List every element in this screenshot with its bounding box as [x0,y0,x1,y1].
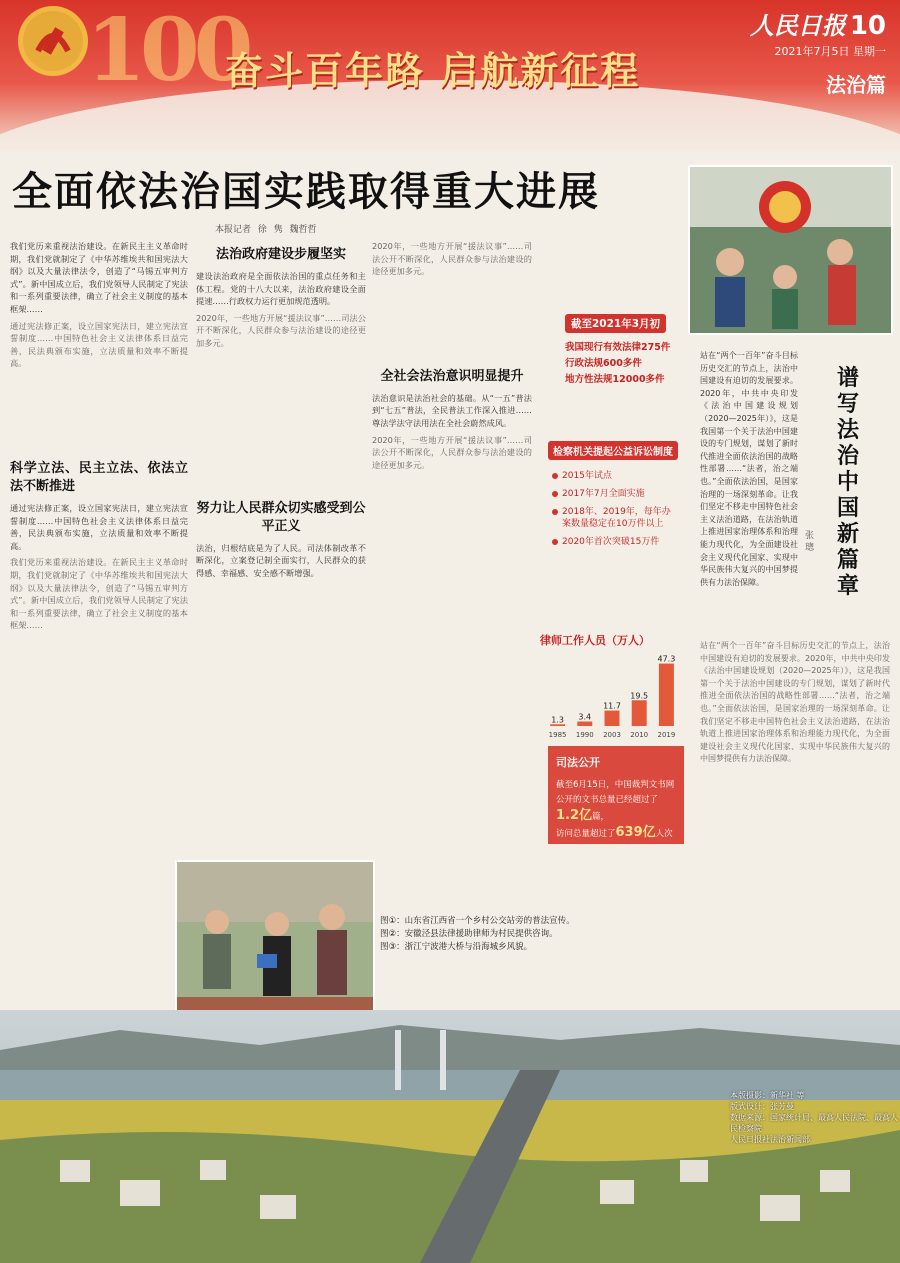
photo-caption [380,915,710,954]
page-number: 10 [849,11,886,41]
legal-awareness-text: 法治意识是法治社会的基础。从“一五”普法到“七五”普法，全民普法工作深入推进……尊法学法守法用法在全社会蔚然成风。 [372,392,532,428]
chart-tick-label: 2003 [603,731,621,739]
byline: 本报记者 徐 隽 魏哲哲 [215,225,317,235]
center-lead-text: 2020年，一些地方开展“援法议事”……司法公开不断深化，人民群众参与法治建设的途径更加多元。 [372,241,532,277]
lawyers-bar-chart [540,632,680,742]
commentary-paragraph: 站在“两个一百年”奋斗目标历史交汇的节点上，法治中国建设有迫切的发展要求。2020年，中共中央印发《法治中国建设规划（2020—2025年）》，这是我国第一个关于法治中国建设的专门规划，谋划了新时代推进全面依法治国的战略性部署……“法者，治之端也。”全面依法治国，是国家治理的一场深刻革命。让我们坚定不移走中国特色社会主义法治道路，在法治轨道上推进国家治理体系和治理能力现代化，为全面建设社会主义现代化国家、实现中华民族伟大复兴的中国梦提供有力法治保障。 [700,351,798,587]
judicial-line-1: 截至6月15日，中国裁判文书网 [556,780,675,790]
judicial-openness-box [548,746,684,844]
judicial-line-2 [556,793,676,825]
law-count-statbox [565,312,673,392]
center-column [372,240,532,900]
commentary-author: 张璁 [805,531,815,553]
caption-line: 图②：安徽泾县法律援助律师为村民提供咨询。 [380,929,558,939]
chart-title: 律师工作人员（万人） [540,634,650,647]
chart-bar-1985 [550,724,565,726]
judicial-visits-count: 639亿 [615,825,656,840]
page-credits [730,1090,900,1145]
public-interest-timeline [548,440,678,554]
chart-bar-1990 [577,722,592,726]
chart-data-label: 11.7 [603,701,621,711]
chart-bar-2003 [605,711,620,726]
chart-bar-2019 [659,664,674,726]
intro-paragraph-continued: 通过宪法修正案，设立国家宪法日，建立宪法宣誓制度……中国特色社会主义法律体系日益完善，民法典颁布实施，立法质量和效率不断提高。 [10,320,188,369]
judicial-line3-pre: 访问总量超过了 [556,829,616,839]
statbox-row-regulations: 行政法规600多件 [565,358,642,369]
fairness-text: 法治，归根结底是为了人民。司法体制改革不断深化，立案登记制全面实行，人民群众的获得感、幸福感、安全感不断增强。 [196,542,366,578]
page-headline: 全面依法治国实践取得重大进展 [12,169,600,215]
statbox-row-local-regulations: 地方性法规12000多件 [565,374,665,385]
credit-line: 本版摄影：新华社 等 [730,1091,805,1100]
judicial-line2-post: 篇， [592,812,610,822]
party-emblem-icon [18,6,88,76]
legislation-text: 通过宪法修正案，设立国家宪法日，建立宪法宣誓制度……中国特色社会主义法律体系日益完善，民法典颁布实施，立法质量和效率不断提高。 [10,502,188,551]
timeline-item: 2018年、2019年，每年办案数量稳定在10万件以上 [552,506,678,530]
banner-slogan: 奋斗百年路 启航新征程 [225,49,641,93]
legislation-text-continued: 我们党历来重视法治建设。在新民主主义革命时期，我们党就制定了《中华苏维埃共和国宪法大纲》以及大量法律法令，创造了“马锡五审判方式”。新中国成立后，我们党领导人民制定了宪法和一系列重要法律，确立了社会主义制度的基本框架…… [10,557,188,631]
commentary-text-lower [700,640,890,1020]
law-govt-text: 建设法治政府是全面依法治国的重点任务和主体工程。党的十八大以来，法治政府建设全面提速……行政权力运行更加规范透明。 [196,271,366,307]
header-banner [0,0,900,150]
section-title-fairness: 努力让人民群众切实感受到公平正义 [196,500,366,534]
section-title-legal-awareness: 全社会法治意识明显提升 [380,368,524,384]
section-title-law-govt: 法治政府建设步履坚实 [215,247,346,262]
timeline-item: 2020年首次突破15万件 [552,536,678,548]
judicial-line3-post: 人次 [655,829,673,839]
commentary-paragraph-continued: 站在“两个一百年”奋斗目标历史交汇的节点上，法治中国建设有迫切的发展要求。2020年，中共中央印发《法治中国建设规划（2020—2025年）》，这是我国第一个关于法治中国建设的专门规划，谋划了新时代推进全面依法治国的战略性部署……“法者，治之端也。”全面依法治国，是国家治理的一场深刻革命。让我们坚定不移走中国特色社会主义法治道路，在法治轨道上推进国家治理体系和治理能力现代化，为全面建设社会主义现代化国家、实现中华民族伟大复兴的中国梦提供有力法治保障。 [700,641,890,764]
chart-tick-label: 1985 [548,731,567,739]
photo-legal-aid-villagers [175,860,375,1025]
credit-line: 版式设计：张芳曼 [730,1102,794,1111]
chart-data-label: 19.5 [630,691,649,701]
chart-data-label: 47.3 [657,654,676,664]
photo-children-emblem [688,165,893,335]
credit-line: 数据来源：国家统计局、最高人民法院、最高人民检察院 [730,1113,898,1133]
intro-paragraph: 我们党历来重视法治建设。在新民主主义革命时期，我们党就制定了《中华苏维埃共和国宪法大纲》以及大量法律法令，创造了“马锡五审判方式”。新中国成立后，我们党领导人民制定了宪法和一系列重要法律，确立了社会主义制度的基本框架…… [10,241,188,314]
judicial-docs-count: 1.2亿 [556,808,593,823]
timeline-item: 2015年试点 [552,470,678,482]
caption-line: 图①：山东省江西省一个乡村公交站旁的普法宣传。 [380,916,575,926]
chart-tick-label: 1990 [575,731,594,739]
middle-column [196,240,366,912]
caption-line: 图③：浙江宁波港大桥与沿海城乡风貌。 [380,942,533,952]
commentary-title: 谱写法治中国新篇章 [836,365,859,599]
chart-data-label: 1.3 [551,715,564,725]
section-name: 法治篇 [826,73,886,97]
chart-bar-2010 [632,700,647,726]
issue-date: 2021年7月5日 星期一 [774,45,886,58]
judicial-line-3 [556,825,676,842]
credit-line: 人民日报社法治新闻部 [730,1135,810,1144]
centenary-number: 100 [86,0,248,101]
chart-data-label: 3.4 [578,712,592,722]
newspaper-name: 人民日报 [749,11,846,40]
chart-tick-label: 2010 [630,731,649,739]
law-govt-text-continued: 2020年，一些地方开展“援法议事”……司法公开不断深化，人民群众参与法治建设的途径更加多元。 [196,312,366,348]
legal-awareness-text-continued: 2020年，一些地方开展“援法议事”……司法公开不断深化，人民群众参与法治建设的途径更加多元。 [372,434,532,470]
judicial-title: 司法公开 [556,756,600,769]
section-title-legislation: 科学立法、民主立法、依法立法不断推进 [10,460,188,494]
chart-tick-label: 2019 [657,731,676,739]
timeline-item: 2017年7月全面实施 [552,488,678,500]
statbox-label: 截至2021年3月初 [565,314,666,333]
chart-canvas [540,648,680,740]
timeline-label: 检察机关提起公益诉讼制度 [548,441,678,460]
masthead [750,6,886,98]
left-column [10,240,188,1010]
judicial-line2-pre: 公开的文书总量已经超过了 [556,795,659,805]
statbox-row-laws: 我国现行有效法律275件 [565,342,671,353]
